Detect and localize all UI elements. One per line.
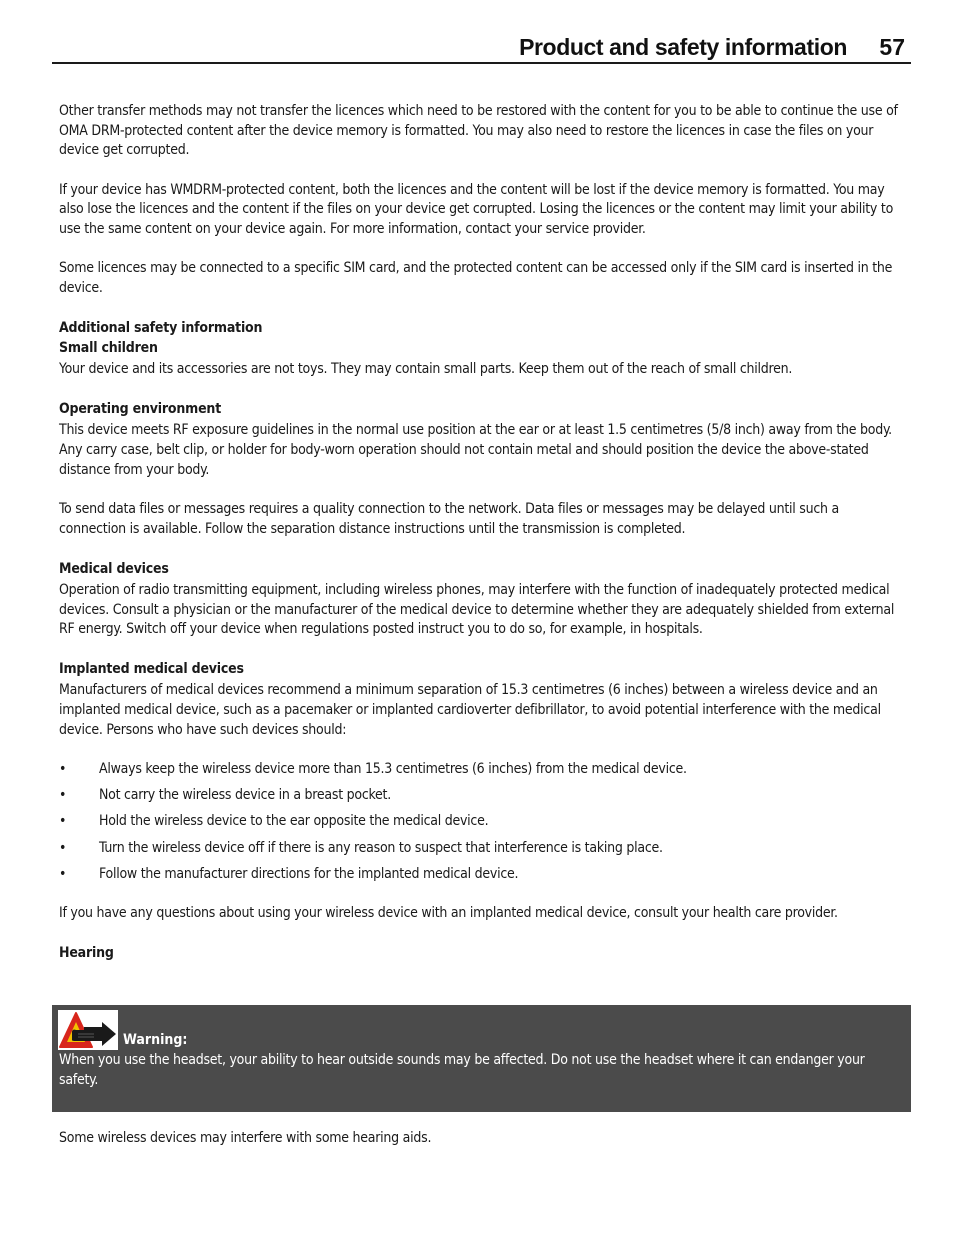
bullet-icon: • (59, 865, 67, 882)
list-item-text: Turn the wireless device off if there is any reason to suspect that interference is taking place. (99, 839, 663, 856)
paragraph-medical-devices: Operation of radio transmitting equipment, including wireless phones, may interfere with the function of inadequately protected medical devices. Consult a physician or the manufacturer of the medical device to determine whether they are adequately shielded from external RF energy. Switch off your device when regulations posted instruct you to do so, for example, in hospitals. (59, 581, 895, 638)
list-item-text: Hold the wireless device to the ear opposite the medical device. (99, 813, 489, 830)
list-item (59, 839, 905, 859)
heading-small-children: Small children (59, 340, 158, 357)
paragraph-hearing-aids: Some wireless devices may interfere with some hearing aids. (59, 1130, 432, 1146)
warning-label: Warning: (123, 1032, 188, 1048)
list-item-text: Follow the manufacturer directions for the implanted medical device. (99, 865, 519, 882)
page-title: Product and safety information (519, 34, 847, 60)
paragraph-consult-provider: If you have any questions about using your wireless device with an implanted medical device, consult your health care provider. (59, 905, 838, 922)
heading-medical-devices: Medical devices (59, 560, 169, 577)
paragraph-sim-licences: Some licences may be connected to a specific SIM card, and the protected content can be accessed only if the SIM card is inserted in the device. (59, 260, 893, 296)
list-item (59, 812, 905, 832)
warning-box (52, 1005, 911, 1112)
paragraph-transfer-methods: Other transfer methods may not transfer the licences which need to be restored with the content for you to be able to continue the use of OMA DRM-protected content after the device memory is formatted. You may also need to restore the licences in case the files on your device get corrupted. (59, 103, 898, 159)
document-body (59, 102, 905, 963)
implanted-bullet-list (59, 760, 905, 885)
bullet-icon: • (59, 761, 67, 778)
paragraph-small-children: Your device and its accessories are not toys. They may contain small parts. Keep them out of the reach of small children. (59, 361, 793, 378)
warning-text: When you use the headset, your ability to hear outside sounds may be affected. Do not use the headset where it can endanger your safety. (59, 1052, 865, 1088)
warning-hand-icon (58, 1010, 118, 1050)
heading-implanted-devices: Implanted medical devices (59, 661, 244, 678)
list-item-text: Always keep the wireless device more than 15.3 centimetres (6 inches) from the medical device. (99, 761, 687, 778)
page-header (52, 32, 911, 64)
paragraph-operating-1: This device meets RF exposure guidelines in the normal use position at the ear or at least 1.5 centimetres (5/8 inch) away from the body. Any carry case, belt clip, or holder for body-worn operation should not contain metal and should position the device the above-stated distance from your body. (59, 422, 892, 478)
bullet-icon: • (59, 813, 67, 830)
paragraph-wmdrm: If your device has WMDRM-protected content, both the licences and the content will be lost if the device memory is formatted. You may also lose the licences and the content if the files on your device get corrupted. Losing the licences or the content may limit your ability to use the same content on your device again. For more information, contact your service provider. (59, 181, 894, 238)
heading-hearing: Hearing (59, 945, 114, 962)
list-item (59, 760, 905, 780)
list-item (59, 865, 905, 885)
heading-additional-safety: Additional safety information (59, 320, 263, 337)
list-item-text: Not carry the wireless device in a breast pocket. (99, 787, 391, 804)
list-item (59, 786, 905, 806)
bullet-icon: • (59, 787, 67, 804)
paragraph-implanted-devices: Manufacturers of medical devices recommend a minimum separation of 15.3 centimetres (6 inches) between a wireless device and an implanted medical device, such as a pacemaker or implanted cardioverter defibrillator, to avoid potential interference with the medical device. Persons who have such devices should: (59, 682, 881, 738)
bullet-icon: • (59, 839, 67, 856)
page-number: 57 (879, 34, 905, 60)
paragraph-operating-2: To send data files or messages requires a quality connection to the network. Data files or messages may be delayed until such a connection is available. Follow the separation distance instructions until the transmission is completed. (59, 500, 839, 537)
heading-operating-environment: Operating environment (59, 401, 222, 418)
